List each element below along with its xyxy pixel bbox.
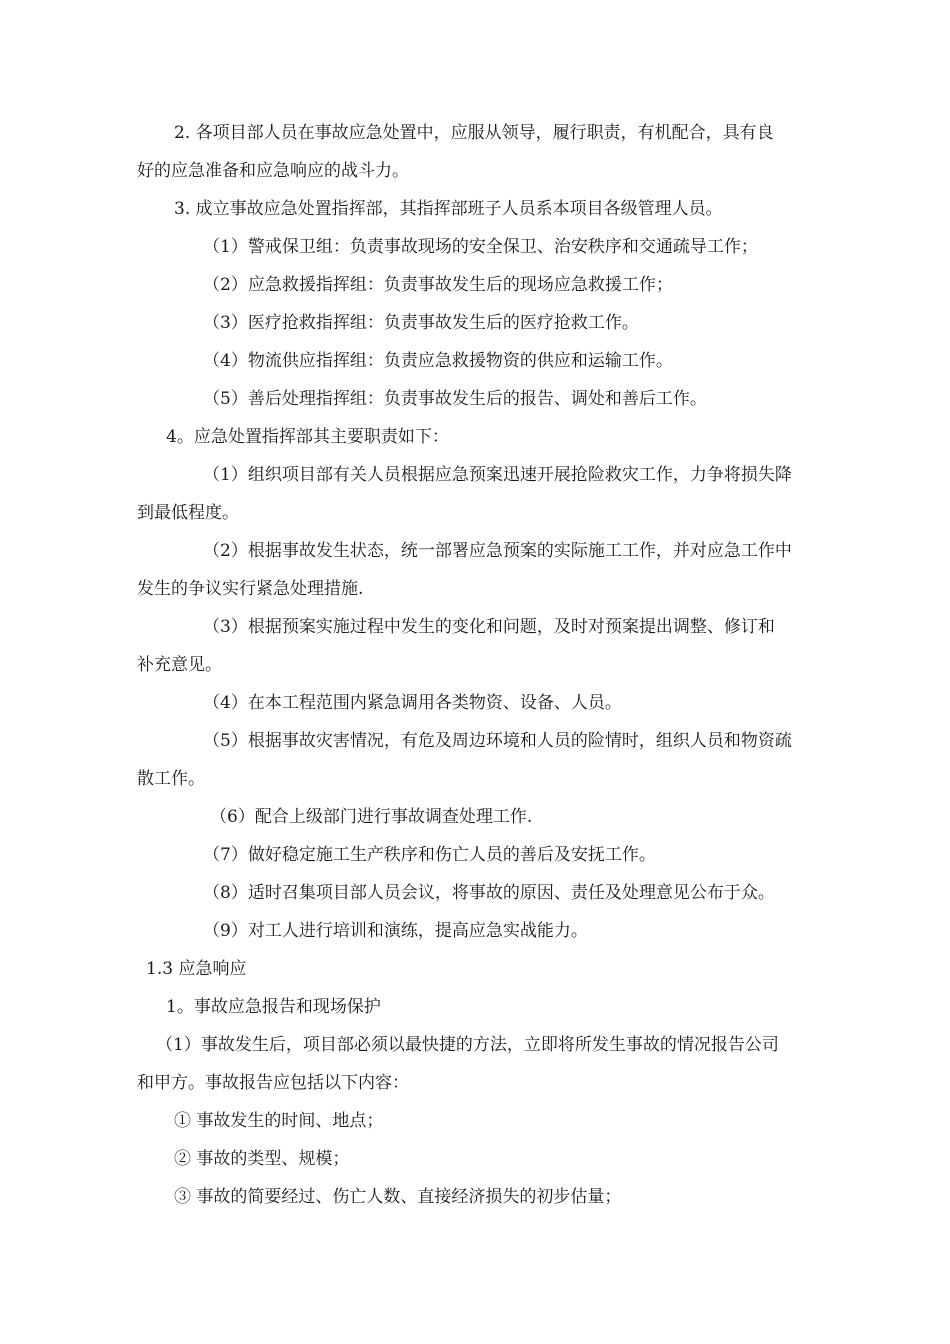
list-item: ① 事故发生的时间、地点； xyxy=(174,1111,384,1131)
list-item: （3）根据预案实施过程中发生的变化和问题，及时对预案提出调整、修订和 xyxy=(203,617,775,637)
list-item: （4）物流供应指挥组：负责应急救援物资的供应和运输工作。 xyxy=(203,351,673,371)
list-item: （1）警戒保卫组：负责事故现场的安全保卫、治安秩序和交通疏导工作； xyxy=(203,237,758,257)
list-item: （1）组织项目部有关人员根据应急预案迅速开展抢险救灾工作，力争将损失降 xyxy=(203,465,792,485)
paragraph-line: 2. 各项目部人员在事故应急处置中，应服从领导，履行职责，有机配合，具有良 xyxy=(174,123,774,143)
list-item: 散工作。 xyxy=(137,769,205,789)
list-item: 发生的争议实行紧急处理措施. xyxy=(137,579,364,599)
list-item: （5）根据事故灾害情况，有危及周边环境和人员的险情时，组织人员和物资疏 xyxy=(203,731,792,751)
list-item: 到最低程度。 xyxy=(137,503,239,523)
paragraph-line: 3. 成立事故应急处置指挥部，其指挥部班子人员系本项目各级管理人员。 xyxy=(174,199,723,219)
section-heading: 1.3 应急响应 xyxy=(146,959,247,979)
list-item: （8）适时召集项目部人员会议，将事故的原因、责任及处理意见公布于众。 xyxy=(203,883,775,903)
paragraph-line: （1）事故发生后，项目部必须以最快捷的方法，立即将所发生事故的情况报告公司 xyxy=(156,1035,779,1055)
list-item: （7）做好稳定施工生产秩序和伤亡人员的善后及安抚工作。 xyxy=(203,845,656,865)
list-item: ③ 事故的简要经过、伤亡人数、直接经济损失的初步估量； xyxy=(174,1187,622,1207)
list-item: （4）在本工程范围内紧急调用各类物资、设备、人员。 xyxy=(203,693,622,713)
sub-heading: 1。事故应急报告和现场保护 xyxy=(166,997,381,1017)
list-item: 补充意见。 xyxy=(137,655,222,675)
list-item: （6）配合上级部门进行事故调查处理工作. xyxy=(210,807,533,827)
list-item: （3）医疗抢救指挥组：负责事故发生后的医疗抢救工作。 xyxy=(203,313,639,333)
list-item: ② 事故的类型、规模； xyxy=(174,1149,350,1169)
paragraph-line: 和甲方。事故报告应包括以下内容： xyxy=(137,1073,409,1093)
list-item: （5）善后处理指挥组：负责事故发生后的报告、调处和善后工作。 xyxy=(203,389,707,409)
list-item: （9）对工人进行培训和演练，提高应急实战能力。 xyxy=(203,921,588,941)
paragraph-line: 4。应急处置指挥部其主要职责如下： xyxy=(166,427,449,447)
paragraph-line: 好的应急准备和应急响应的战斗力。 xyxy=(137,161,409,181)
list-item: （2）应急救援指挥组：负责事故发生后的现场应急救援工作； xyxy=(203,275,673,295)
list-item: （2）根据事故发生状态，统一部署应急预案的实际施工工作，并对应急工作中 xyxy=(203,541,792,561)
